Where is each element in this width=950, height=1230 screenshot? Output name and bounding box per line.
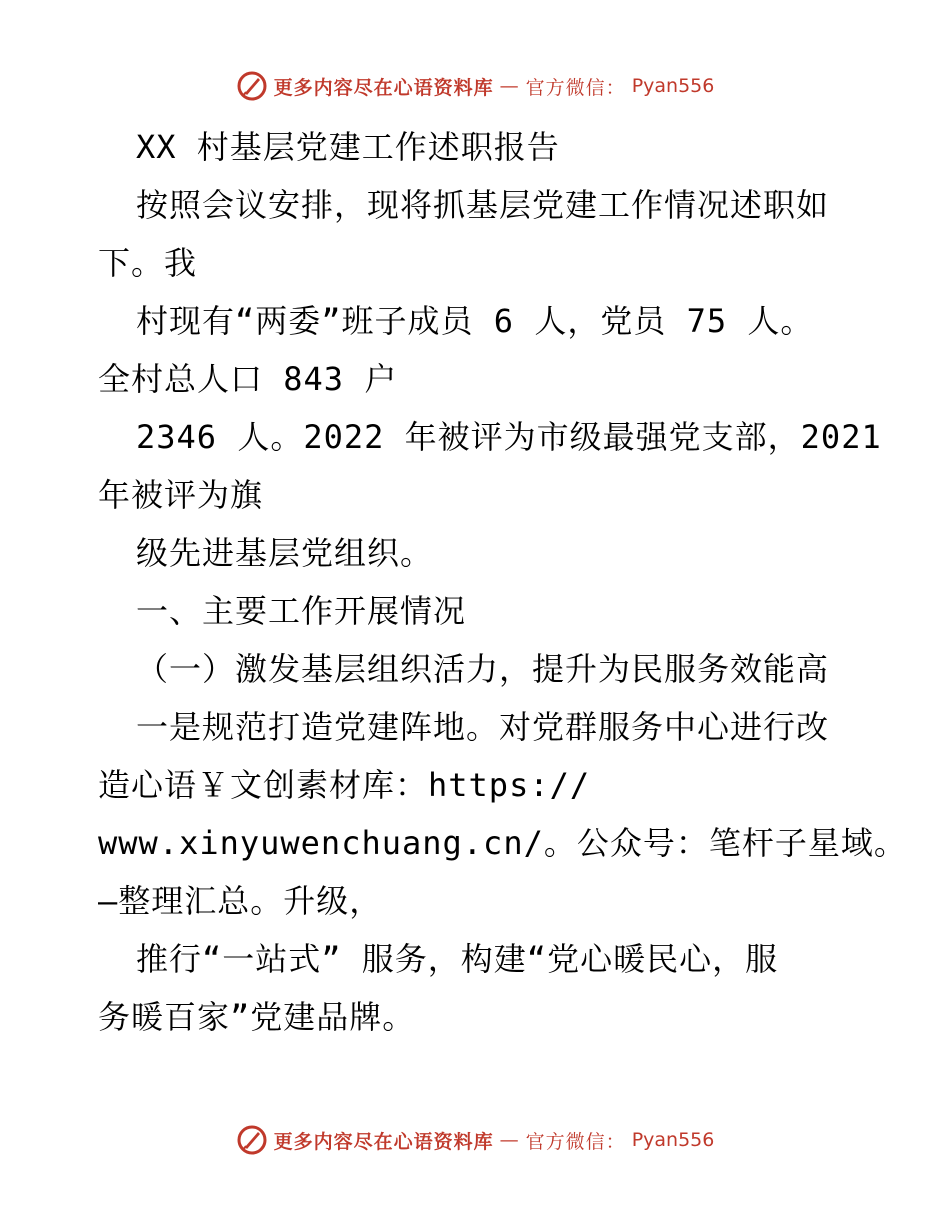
document-body [98, 122, 907, 1050]
banner-main-text: 更多内容尽在心语资料库 [273, 76, 494, 99]
banner-wechat-id: Pyan556 [631, 1129, 715, 1151]
banner-wechat-label: 官方微信： [525, 1130, 626, 1153]
paragraph-line: 2346 人。2022 年被评为市级最强党支部，2021 [136, 418, 882, 456]
paragraph-line: —整理汇总。升级， [98, 882, 383, 920]
header-banner [0, 70, 950, 102]
document-title: XX 村基层党建工作述职报告 [136, 128, 560, 166]
footer-banner [0, 1124, 950, 1156]
banner-dash: — [499, 75, 520, 97]
paragraph-line: 级先进基层党组织。 [136, 534, 434, 572]
paragraph-line: 一是规范打造党建阵地。对党群服务中心进行改 [136, 708, 830, 746]
paragraph-line: www.xinyuwenchuang.cn/。公众号：笔杆子星域。 [98, 824, 907, 862]
paragraph-line: 造心语￥文创素材库：https:// [98, 766, 591, 804]
paragraph-line: 年被评为旗 [98, 476, 264, 514]
paragraph-line: 按照会议安排，现将抓基层党建工作情况述职如 [136, 186, 830, 224]
paragraph-line: 务暖百家”党建品牌。 [98, 998, 416, 1036]
banner-wechat-label: 官方微信： [525, 76, 626, 99]
paragraph-line: 全村总人口 843 户 [98, 360, 398, 398]
subsection-heading: （一）激发基层组织活力，提升为民服务效能高 [136, 650, 830, 688]
section-heading: 一、主要工作开展情况 [136, 592, 467, 630]
banner-main-text: 更多内容尽在心语资料库 [273, 1130, 494, 1153]
quill-logo-icon [236, 70, 268, 102]
banner-dash: — [499, 1129, 520, 1151]
banner-wechat-id: Pyan556 [631, 75, 715, 97]
paragraph-line: 村现有“两委”班子成员 6 人，党员 75 人。 [136, 302, 814, 340]
paragraph-line: 推行“一站式” 服务，构建“党心暖民心，服 [136, 940, 779, 978]
quill-logo-icon [236, 1124, 268, 1156]
paragraph-line: 下。我 [98, 244, 198, 282]
